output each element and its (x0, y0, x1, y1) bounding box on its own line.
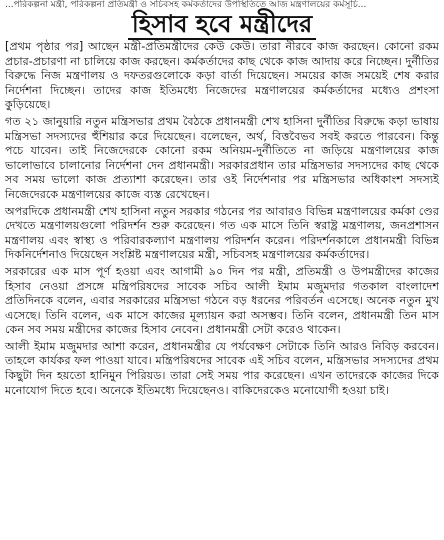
article-paragraph-2: গত ২১ জানুয়ারি নতুন মন্ত্রিসভার প্রথম বৈঠকে প্রধানমন্ত্রী শেখ হাসিনা দুর্নীতির বিরুদ্ধে কড়া ভাষায় মন্ত্রিসভা সদস্যদের হুঁশিয়ার করে দিয়েছেন। বলেছেন, অর্থ, বিত্তবৈভব সবই করতে পারবেন। কিন্তু পচে যাবেন। তাই নিজেদেরকে কোনো রকম অনিয়ম-দুর্নীতিতে না জড়িয়ে মন্ত্রণালয়ের কাজ ভালোভাবে চালানোর নির্দেশনা দেন প্রধানমন্ত্রী। সরকারপ্রধান তার মন্ত্রিসভার সদস্যদের কাছ থেকে সব সময় ভালো কাজ প্রত্যাশা করেছেন। তার ওই নির্দেশনার পর মন্ত্রিসভার অধিকাংশ সদস্যই নিজেদেরকে মন্ত্রণালয়ের কাজে ব্যস্ত রেখেছেন। (5, 114, 439, 201)
previous-article-fragment: ...পরিকল্পনা মন্ত্রী, পরিকল্পনা প্রতিমন্ত্রী ও সচিবসহ কর্মকর্তাদের উপস্থিতিতে আজ মন্ত্রণালয়ের কর্মসূচি... (5, 0, 367, 10)
article-paragraph-4: সরকারের এক মাস পূর্ণ হওয়া এবং আগামী ৯০ দিন পর মন্ত্রী, প্রতিমন্ত্রী ও উপমন্ত্রীদের কাজের হিসাব নেওয়া প্রসঙ্গে মন্ত্রিপরিষদের সাবেক সচিব আলী ইমাম মজুমদার গতকাল বাংলাদেশ প্রতিদিনকে বলেন, এবার সরকারের মন্ত্রিসভা গঠনে বড় ধরনের পরিবর্তন এসেছে। অনেক নতুন মুখ এসেছে। তিনি বলেন, এক মাসে কাজের মূল্যায়ন করা অসম্ভব। তিনি বলেন, প্রধানমন্ত্রী তিন মাস কেন সব সময় মন্ত্রীদের কাজের হিসাব নেবেন। প্রধানমন্ত্রী সেটা করেও থাকেন। (5, 264, 439, 337)
article-paragraph-1: [প্রথম পৃষ্ঠার পর] আছেন মন্ত্রী-প্রতিমন্ত্রীদের কেউ কেউ। তারা নীরবে কাজ করছেন। কোনো রকম প্রচার-প্রচারণা না চালিয়ে কাজ করছেন। কর্মকর্তাদের কাছ থেকে কাজ আদায় করে নিচ্ছেন। দুর্নীতির বিরুদ্ধে নিজ মন্ত্রণালয় ও দফতরগুলোকে কড়া বার্তা দিয়েছেন। সময়ের কাজ সময়েই শেষ করার নির্দেশনা দিচ্ছেন। তাদের কাজ ইতিমধ্যে নিজেদের মন্ত্রণালয়ের কর্মকর্তাদের মধ্যেও প্রশংসা কুড়িয়েছে। (5, 40, 439, 112)
headline-text: হিসাব হবে মন্ত্রীদের (128, 10, 316, 40)
article-headline (5, 10, 439, 40)
article-paragraph-5: আলী ইমাম মজুমদার আশা করেন, প্রধানমন্ত্রীর যে পর্যবেক্ষণ সেটাকে তিনি আরও নিবিড় করবেন। তাহলে কার্যকর ফল পাওয়া যাবে। মন্ত্রিপরিষদের সাবেক এই সচিব বলেন, মন্ত্রিসভার সদস্যদের প্রথম কিছুটা দিন হয়তো হানিমুন পিরিয়ড। তারা সেই সময় পার করেছেন। এখন তাদেরকে কাজের দিকে মনোযোগ দিতে হবে। অনেকে ইতিমধ্যে দিয়েছেনও। বাকিদেরকেও মনোযোগী হওয়া চাই। (5, 339, 439, 397)
article-paragraph-3: অপরদিকে প্রধানমন্ত্রী শেখ হাসিনা নতুন সরকার গঠনের পর আবারও বিভিন্ন মন্ত্রণালয়ের কর্মকা ণ্ডের দেখতে মন্ত্রণালয়গুলো পরিদর্শন শুরু করেছেন। গত এক মাসে তিনি স্বরাষ্ট্র মন্ত্রণালয়, জনপ্রশাসন মন্ত্রণালয় এবং স্বাস্থ্য ও পরিবারকল্যাণ মন্ত্রণালয় পরিদর্শন করেন। পরিদর্শনকালে প্রধানমন্ত্রী বিভিন্ন দিকনির্দেশনাও দিয়েছেন সংশ্লিষ্ট মন্ত্রণালয়ের মন্ত্রী, সচিবসহ মন্ত্রণালয়ের কর্মকর্তাদের। (5, 204, 439, 262)
article-body (5, 40, 439, 398)
